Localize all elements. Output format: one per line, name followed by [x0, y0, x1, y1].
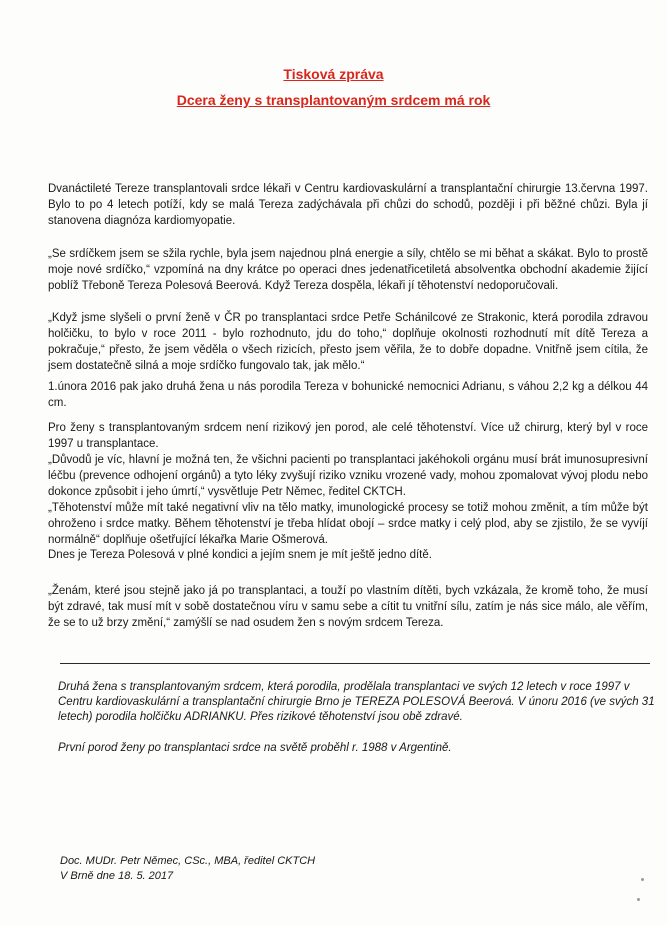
paragraph-quote-doctor: „Těhotenství může mít také negativní vliv na tělo matky, imunologické procesy se totiž mohou změnit, a tím může být ohroženo i srdce matky. Během těhotenství je třeba hlídat obojí – srdce matky i celý plod, aby se zjistilo, že se vyvíjí normálně“ doplňuje ošetřující lékařka Marie Ošmerová.	[48, 502, 648, 546]
paragraph-quote-decision: „Když jsme slyšeli o první ženě v ČR po transplantaci srdce Petře Schánilcové ze Strakonic, která porodila zdravou holčičku, to bylo v roce 2011 - bylo rozhodnuto, jdu do toho,“ doplňuje okolnosti rozhodnutí mít dítě Tereza a pokračuje,“ přesto, že jsem věděla o všech rizicích, přesto jsem věřila, že to dobře dopadne. Vnitřně jsem cítila, že jsem dostatečně silná a moje srdíčko fungovalo tak, jak mělo.“	[48, 312, 648, 372]
signature-place-date: V Brně dne 18. 5. 2017	[60, 870, 174, 882]
paragraph-quote-new-heart: „Se srdíčkem jsem se sžila rychle, byla jsem najednou plná energie a síly, chtělo se mi běhat a skákat. Bylo to prostě moje nové srdíčko,“ vzpomíná na dny krátce po operaci dnes jedenatřicetiletá absolventka obchodní akademie žijící poblíž Třeboně Tereza Polesová Beerová. Když Tereza dospěla, lékaři jí těhotenství nedoporučovali.	[48, 248, 648, 292]
paragraph-intro: Dvanáctileté Tereze transplantovali srdce lékaři v Centru kardiovaskulární a transplantační chirurgie 13.června 1997. Bylo to po 4 letech potíží, kdy se malá Tereza zadýchávala při chůzi do schodů, později i při běžné chůzi. Byla jí stanovena diagnóza kardiomyopatie.	[48, 183, 648, 227]
paragraph-today: Dnes je Tereza Polesová v plné kondici a jejím snem je mít ještě jedno dítě.	[48, 549, 432, 561]
document-title: Dcera ženy s transplantovaným srdcem má rok	[176, 92, 491, 108]
summary-note: Druhá žena s transplantovaným srdcem, která porodila, prodělala transplantaci ve svých 12 letech v roce 1997 v Centru kardiovaskulární a transplantační chirurgie Brno je TEREZA POLESOVÁ Beerová. V únoru 2016 (ve svých 31 letech) porodila holčičku ADRIANKU. Přes rizikové těhotenství jsou obě zdravé.	[58, 681, 655, 723]
scan-speck	[641, 878, 644, 881]
scan-speck	[637, 898, 640, 901]
first-birth-note: První porod ženy po transplantaci srdce na světě proběhl r. 1988 v Argentině.	[58, 742, 452, 754]
paragraph-quote-message: „Ženám, které jsou stejně jako já po transplantaci, a touží po vlastním dítěti, bych vzkázala, že kromě toho, že musí být zdravé, tak musí mít v sobě dostatečnou víru v samu sebe a cítit tu vnitřní sílu, zatím je nás sice málo, ale věřím, že se to už brzy změní,“ zamýšlí se nad osudem žen s novým srdcem Tereza.	[48, 585, 648, 629]
paragraph-quote-surgeon: „Důvodů je víc, hlavní je možná ten, že všichni pacienti po transplantaci jakéhokoli orgánu musí brát imunosupresivní léčbu (prevence odhojení orgánů) a tyto léky zvyšují riziko vzniku vrozené vady, mohou zpomalovat vývoj plodu nebo dokonce způsobit i jeho úmrtí,“ vysvětluje Petr Němec, ředitel CKTCH.	[48, 454, 648, 498]
paragraph-risk: Pro ženy s transplantovaným srdcem není rizikový jen porod, ale celé těhotenství. Více už chirurg, který byl v roce 1997 u transplantace.	[48, 422, 648, 450]
horizontal-divider	[60, 663, 650, 664]
press-release-heading: Tisková zpráva	[283, 66, 384, 82]
signature-author: Doc. MUDr. Petr Němec, CSc., MBA, ředitel CKTCH	[60, 855, 316, 867]
paragraph-birth: 1.února 2016 pak jako druhá žena u nás porodila Tereza v bohunické nemocnici Adrianu, s váhou 2,2 kg a délkou 44 cm.	[48, 381, 648, 409]
